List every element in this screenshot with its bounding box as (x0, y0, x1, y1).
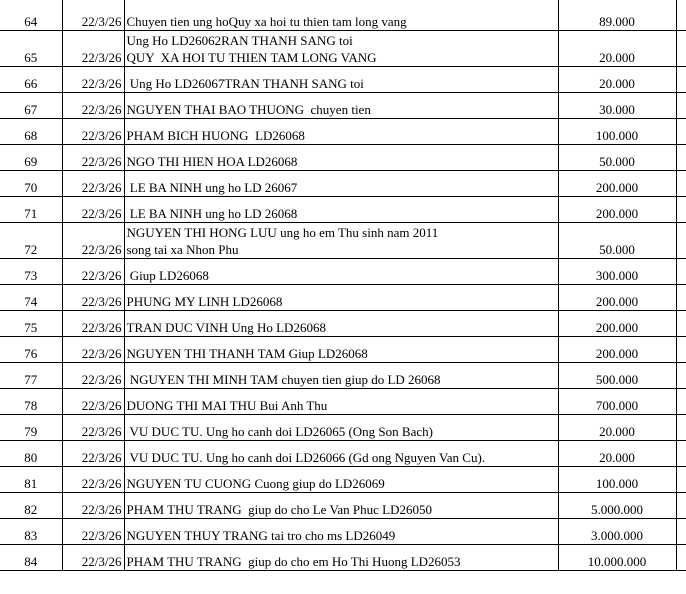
amount-cell[interactable]: 700.000 (558, 388, 676, 414)
description-cell[interactable] (124, 336, 558, 362)
empty-cell[interactable] (676, 336, 686, 362)
row-number-cell[interactable]: 78 (0, 388, 62, 414)
empty-cell[interactable] (676, 440, 686, 466)
table-row (0, 518, 686, 544)
empty-cell[interactable] (676, 144, 686, 170)
row-number-cell[interactable]: 80 (0, 440, 62, 466)
description-cell[interactable] (124, 170, 558, 196)
amount-cell[interactable]: 20.000 (558, 30, 676, 66)
description-line: LE BA NINH ung ho LD 26067 (126, 179, 298, 195)
amount-cell[interactable]: 100.000 (558, 466, 676, 492)
description-cell[interactable] (124, 144, 558, 170)
table-row (0, 544, 686, 570)
description-cell[interactable] (124, 222, 558, 258)
empty-cell[interactable] (676, 310, 686, 336)
description-line: Giup LD26068 (126, 267, 209, 283)
date-cell[interactable]: 22/3/26 (62, 258, 124, 284)
date-cell[interactable]: 22/3/26 (62, 414, 124, 440)
description-line: TRAN DUC VINH Ung Ho LD26068 (126, 319, 326, 335)
row-number-cell[interactable]: 72 (0, 222, 62, 258)
description-cell[interactable] (124, 258, 558, 284)
amount-cell[interactable]: 500.000 (558, 362, 676, 388)
row-number-cell[interactable]: 77 (0, 362, 62, 388)
amount-cell[interactable]: 20.000 (558, 440, 676, 466)
row-number-cell[interactable]: 82 (0, 492, 62, 518)
description-line: NGUYEN TU CUONG Cuong giup do LD26069 (126, 475, 385, 491)
amount-cell[interactable]: 10.000.000 (558, 544, 676, 570)
amount-cell[interactable]: 5.000.000 (558, 492, 676, 518)
description-line: VU DUC TU. Ung ho canh doi LD26066 (Gd ong Nguyen Van Cu). (126, 449, 486, 465)
description-line: PHUNG MY LINH LD26068 (126, 293, 283, 309)
table-row (0, 222, 686, 258)
date-cell[interactable]: 22/3/26 (62, 310, 124, 336)
empty-cell[interactable] (676, 258, 686, 284)
empty-cell[interactable] (676, 466, 686, 492)
empty-cell[interactable] (676, 518, 686, 544)
empty-cell[interactable] (676, 414, 686, 440)
description-cell[interactable] (124, 310, 558, 336)
table-row (0, 362, 686, 388)
empty-cell[interactable] (676, 388, 686, 414)
row-number-cell[interactable]: 74 (0, 284, 62, 310)
amount-cell[interactable]: 50.000 (558, 144, 676, 170)
date-cell[interactable]: 22/3/26 (62, 196, 124, 222)
description-line: NGUYEN THAI BAO THUONG chuyen tien (126, 101, 371, 117)
description-line: Chuyen tien ung hoQuy xa hoi tu thien tam long vang (126, 13, 407, 29)
description-line: QUY XA HOI TU THIEN TAM LONG VANG (126, 49, 377, 65)
amount-cell[interactable]: 200.000 (558, 310, 676, 336)
row-number-cell[interactable]: 84 (0, 544, 62, 570)
amount-cell[interactable]: 50.000 (558, 222, 676, 258)
empty-cell[interactable] (676, 66, 686, 92)
amount-cell[interactable]: 30.000 (558, 92, 676, 118)
amount-cell[interactable]: 300.000 (558, 258, 676, 284)
row-number-cell[interactable]: 73 (0, 258, 62, 284)
table-row (0, 92, 686, 118)
description-cell[interactable] (124, 92, 558, 118)
description-line: LE BA NINH ung ho LD 26068 (126, 205, 298, 221)
empty-cell[interactable] (676, 118, 686, 144)
amount-cell[interactable]: 200.000 (558, 336, 676, 362)
description-cell[interactable] (124, 118, 558, 144)
amount-cell[interactable]: 200.000 (558, 196, 676, 222)
table-row (0, 0, 686, 30)
amount-cell[interactable]: 20.000 (558, 414, 676, 440)
table-row (0, 66, 686, 92)
table-row (0, 284, 686, 310)
row-number-cell[interactable]: 66 (0, 66, 62, 92)
date-cell[interactable]: 22/3/26 (62, 466, 124, 492)
date-cell[interactable]: 22/3/26 (62, 0, 124, 30)
amount-cell[interactable]: 20.000 (558, 66, 676, 92)
empty-cell[interactable] (676, 544, 686, 570)
description-line: NGUYEN THI HONG LUU ung ho em Thu sinh nam 2011 (126, 224, 439, 240)
description-line: NGUYEN THI THANH TAM Giup LD26068 (126, 345, 368, 361)
description-line: NGO THI HIEN HOA LD26068 (126, 153, 298, 169)
amount-cell[interactable]: 200.000 (558, 284, 676, 310)
date-cell[interactable]: 22/3/26 (62, 222, 124, 258)
row-number-cell[interactable]: 83 (0, 518, 62, 544)
empty-cell[interactable] (676, 492, 686, 518)
date-cell[interactable]: 22/3/26 (62, 144, 124, 170)
date-cell[interactable]: 22/3/26 (62, 30, 124, 66)
description-line: NGUYEN THI MINH TAM chuyen tien giup do LD 26068 (126, 371, 441, 387)
description-line: PHAM BICH HUONG LD26068 (126, 127, 305, 143)
date-cell[interactable]: 22/3/26 (62, 544, 124, 570)
amount-cell[interactable]: 3.000.000 (558, 518, 676, 544)
description-cell[interactable] (124, 388, 558, 414)
amount-cell[interactable]: 200.000 (558, 170, 676, 196)
row-number-cell[interactable]: 76 (0, 336, 62, 362)
table-row (0, 388, 686, 414)
date-cell[interactable]: 22/3/26 (62, 118, 124, 144)
row-number-cell[interactable]: 79 (0, 414, 62, 440)
empty-cell[interactable] (676, 362, 686, 388)
row-number-cell[interactable]: 64 (0, 0, 62, 30)
table-row (0, 258, 686, 284)
description-line: song tai xa Nhon Phu (126, 241, 239, 257)
table-row (0, 118, 686, 144)
date-cell[interactable]: 22/3/26 (62, 518, 124, 544)
description-line: DUONG THI MAI THU Bui Anh Thu (126, 397, 328, 413)
description-cell[interactable] (124, 440, 558, 466)
date-cell[interactable]: 22/3/26 (62, 336, 124, 362)
description-cell[interactable] (124, 284, 558, 310)
date-cell[interactable]: 22/3/26 (62, 66, 124, 92)
row-number-cell[interactable]: 68 (0, 118, 62, 144)
row-number-cell[interactable]: 75 (0, 310, 62, 336)
description-line: PHAM THU TRANG giup do cho Le Van Phuc LD26050 (126, 501, 432, 517)
date-cell[interactable]: 22/3/26 (62, 284, 124, 310)
amount-cell[interactable]: 89.000 (558, 0, 676, 30)
empty-cell[interactable] (676, 0, 686, 30)
date-cell[interactable]: 22/3/26 (62, 92, 124, 118)
table-row (0, 336, 686, 362)
description-line: Ung Ho LD26067TRAN THANH SANG toi (126, 75, 364, 91)
description-cell[interactable] (124, 466, 558, 492)
table-row (0, 310, 686, 336)
empty-cell[interactable] (676, 170, 686, 196)
empty-cell[interactable] (676, 196, 686, 222)
empty-cell[interactable] (676, 284, 686, 310)
row-number-cell[interactable]: 67 (0, 92, 62, 118)
empty-cell[interactable] (676, 92, 686, 118)
table-row (0, 440, 686, 466)
description-cell[interactable] (124, 492, 558, 518)
description-line: NGUYEN THUY TRANG tai tro cho ms LD26049 (126, 527, 396, 543)
empty-cell[interactable] (676, 222, 686, 258)
table-row (0, 170, 686, 196)
table-row (0, 466, 686, 492)
date-cell[interactable]: 22/3/26 (62, 440, 124, 466)
description-cell[interactable] (124, 414, 558, 440)
row-number-cell[interactable]: 69 (0, 144, 62, 170)
amount-cell[interactable]: 100.000 (558, 118, 676, 144)
description-line: VU DUC TU. Ung ho canh doi LD26065 (Ong Son Bach) (126, 423, 433, 439)
description-cell[interactable] (124, 66, 558, 92)
description-cell[interactable] (124, 518, 558, 544)
date-cell[interactable]: 22/3/26 (62, 362, 124, 388)
table-row (0, 144, 686, 170)
table-row (0, 30, 686, 66)
description-cell[interactable] (124, 30, 558, 66)
table-row (0, 196, 686, 222)
description-cell[interactable] (124, 362, 558, 388)
table-row (0, 414, 686, 440)
date-cell[interactable]: 22/3/26 (62, 492, 124, 518)
row-number-cell[interactable]: 81 (0, 466, 62, 492)
row-number-cell[interactable]: 71 (0, 196, 62, 222)
description-line: Ung Ho LD26062RAN THANH SANG toi (126, 32, 353, 48)
date-cell[interactable]: 22/3/26 (62, 388, 124, 414)
date-cell[interactable]: 22/3/26 (62, 170, 124, 196)
description-cell[interactable] (124, 196, 558, 222)
row-number-cell[interactable]: 65 (0, 30, 62, 66)
description-cell[interactable] (124, 544, 558, 570)
description-cell[interactable] (124, 0, 558, 30)
row-number-cell[interactable]: 70 (0, 170, 62, 196)
table-row (0, 492, 686, 518)
empty-cell[interactable] (676, 30, 686, 66)
description-line: PHAM THU TRANG giup do cho em Ho Thi Huong LD26053 (126, 553, 461, 569)
